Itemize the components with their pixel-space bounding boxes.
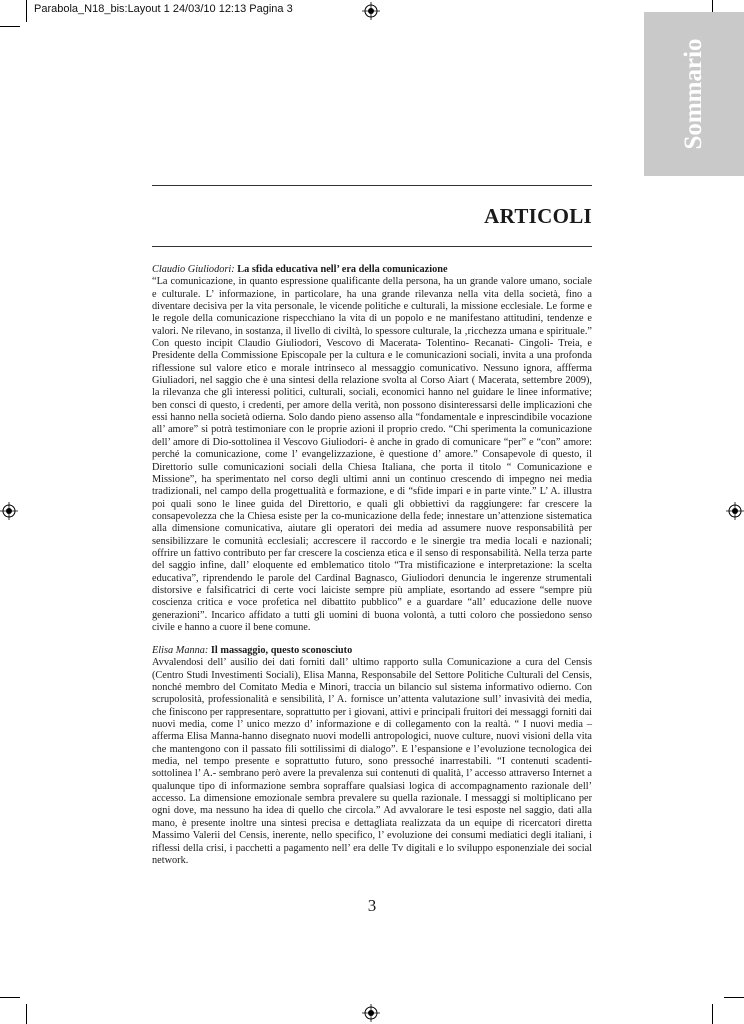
- article-manna: [152, 645, 592, 867]
- registration-mark-icon: [726, 502, 744, 520]
- article-body: Avvalendosi dell’ ausilio dei dati forniti dall’ ultimo rapporto sulla Comunicazione a cura del Censis (Centro Studi Investimenti Sociali), Elisa Manna, Responsabile del Settore Politiche Culturali del Censis, nonché membro del Comitato Media e Minori, traccia un bilancio sul sistema informativo odierno. Con scrupolosità, professionalità e sensibilità, l’ A. fornisce un’attenta valutazione sull’ invasività dei media, che finiscono per rappresentare, soprattutto per i giovani, attivi e principali fruitori dei messaggi forniti dai nuovi media, come l’ unico mezzo d’ informazione e di collegamento con la realtà. “ I nuovi media –afferma Elisa Manna-hanno disegnato nuovi modelli antropologici, nuove culture, nuovi visioni della vita che mantengono con il passato fili sottilissimi di dialogo”. E l’espansione e l’evoluzione tecnologica dei media, nel tempo presente e soprattutto futuro, sono pressoché inarrestabili. “I contenuti scadenti-sottolinea l’ A.- sembrano però avere la prevalenza sui contenuti di qualità, l’ accesso attraverso Internet a qualunque tipo di informazione sembra sopraffare qualsiasi logica di accompagnamento razionale dell’ accesso. La dimensione emozionale sembra prevalere su quella razionale. I messaggi si moltiplicano per ogni dove, ma nessuno ha idea di quello che circola.” Ad avvalorare le tesi esposte nel saggio, dati alla mano, è presente inoltre una sintesi precisa e dettagliata realizzata da un equipe di ricercatori diretta Massimo Valerii del Censis, inerente, nello specifico, l’ evoluzione dei consumi mediatici degli italiani, i riflessi della crisi, i pacchetti a pagamento nell’ era delle Tv digitali e lo sviluppo esponenziale dei social network.: [152, 657, 592, 866]
- printer-slug: Parabola_N18_bis:Layout 1 24/03/10 12:13 Pagina 3: [34, 3, 293, 15]
- page-number: 3: [367, 896, 377, 915]
- article-author: Claudio Giuliodori:: [152, 264, 235, 275]
- sommario-tab-label: Sommario: [680, 38, 707, 150]
- registration-mark-icon: [362, 2, 380, 20]
- article-heading: [152, 264, 592, 276]
- article-title: Il massaggio, questo sconosciuto: [210, 645, 353, 656]
- registration-mark-icon: [362, 1004, 380, 1022]
- sommario-tab: [644, 12, 744, 176]
- article-heading: [152, 645, 592, 657]
- bottom-rule: [152, 246, 592, 247]
- article-body: “La comunicazione, in quanto espressione qualificante della persona, ha un grande valore umano, sociale e culturale. L’ informazione, in particolare, ha una grande rilevanza nella vita della società, fino a diventare decisiva per la vita personale, le vicende politiche e culturali, la missione ecclesiale. Le forme e le regole della comunicazione rispecchiano la vita di un popolo e ne manifestano attitudini, tendenze e valori. Ne rilevano, in sostanza, il livello di civiltà, lo spessore culturale, la ‚ricchezza umana e spirituale.” Con questo incipit Claudio Giuliodori, Vescovo di Macerata- Tolentino- Recanati- Cingoli- Treia, e Presidente della Commissione Episcopale per la cultura e le comunicazioni sociali, invita a una profonda riflessione sul valore etico e morale intrinseco al messaggio comunicativo. Nessuno ignora, affferma Giuliadori, nel saggio che è una sintesi della relazione svolta al Corso Aiart ( Macerata, settembre 2009), la rilevanza che gli interessi politici, culturali, sociali, economici hanno nel guidare le linee informative; ben consci di questo, i credenti, per amore della verità, non possono disinteressarsi delle implicazioni che essi hanno nella società odierna. Solo dando pieno assenso alla “fondamentale e inprescindibile vocazione all’ amore” si potrà testimoniare con le proprie azioni il proprio credo. “Chi sperimenta la comunicazione dell’ amore di Dio-sottolinea il Vescovo Giuliodori- è anche in grado di comunicare “per” e “con” amore: perché la comunicazione, come l’ evangelizzazione, è questione d’ amore.” Consapevole di questo, il Direttorio sulle comunicazioni sociali della Chiesa Italiana, che porta il titolo “ Comunicazione e Missione”, ha sperimentato nel corso degli ultimi anni un continuo crescendo di impegno nei media tradizionali, nel campo della progettualità e formazione, e di “sfide impari e in parte vinte.” L’ A. illustra poi quali sono le linee guida del Direttorio, e quali gli obbiettivi da raggiungere: far crescere la consapevolezza che la Chiesa esiste per la co-municazione della fede; innestare un’attenzione sistematica alla dimensione comunicativa, aiutare gli operatori dei media ad assumere nuove responsabilità per sensibilizzare le comunità ecclesiali; accrescere il raccordo e le sinergie tra media locali e nazionali; offrire un fattivo contributo per far crescere la coscienza etica e il senso di responsabilità. Nella terza parte del saggio infine, dall’ eloquente ed emblematico titolo “Tra mistificazione e interpretazione: la scelta educativa”, riprendendo le parole del Cardinal Bagnasco, Giuliodori denuncia le ingerenze strumentali distorsive e falsificatrici di certe voci laiciste sempre più ampliate, esortando ad essere “sempre più coscienza critica e voce profetica nel dibattito pubblico” e a guardare “all’ educazione delle nuove generazioni”. Incarico affidato a tutti gli uomini di buona volontà, a tutti coloro che possiedono senso civile e hanno a cuore il bene comune.: [152, 276, 592, 633]
- registration-mark-icon: [0, 502, 18, 520]
- article-author: Elisa Manna:: [152, 645, 209, 656]
- article-giuliodori: [152, 264, 592, 634]
- top-rule: [152, 185, 592, 186]
- section-title: ARTICOLI: [484, 204, 592, 228]
- article-title: La sfida educativa nell’ era della comunicazione: [237, 264, 448, 275]
